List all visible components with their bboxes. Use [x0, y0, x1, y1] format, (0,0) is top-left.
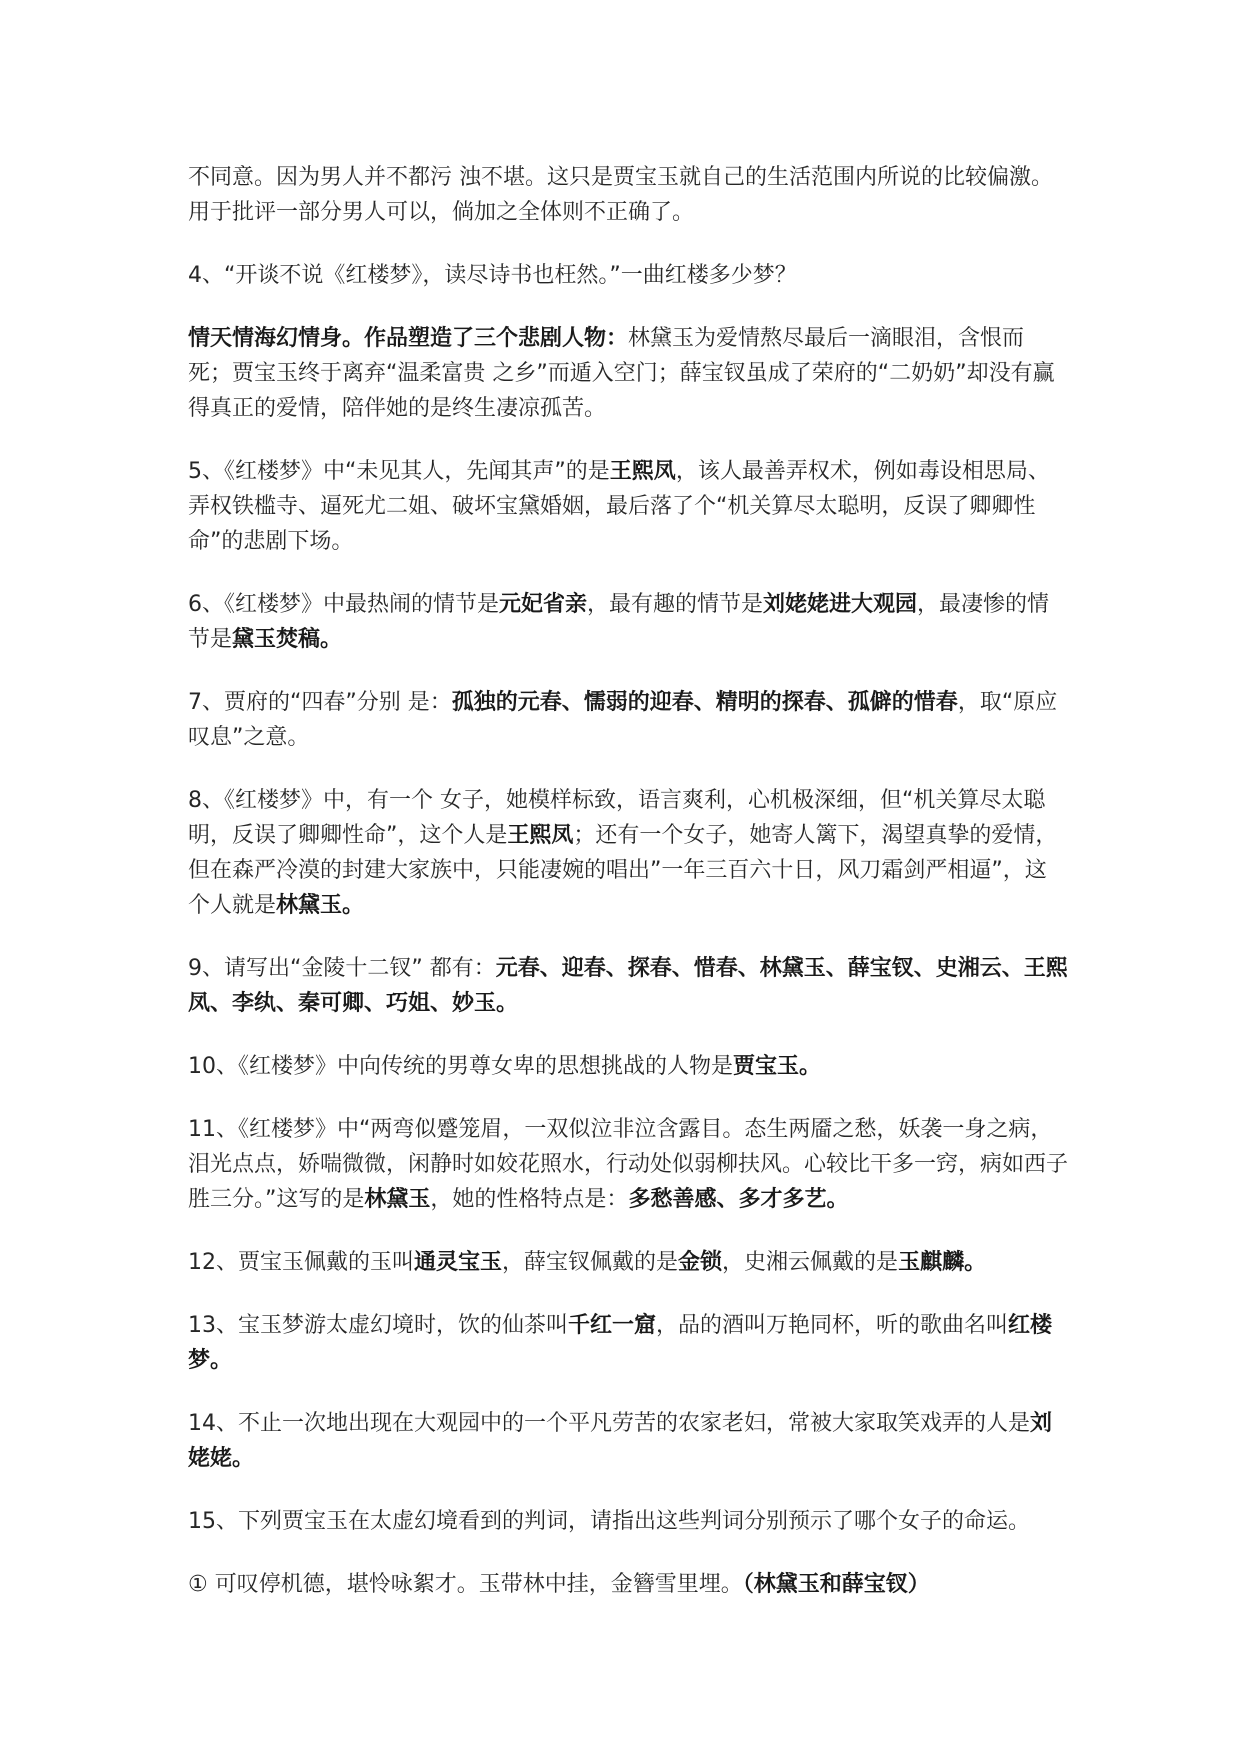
paragraph	[188, 587, 1068, 657]
bold-text-run: 林黛玉。	[276, 893, 365, 918]
text-run: ，该人最善弄权术，例如毒设相思局、弄权铁槛寺、逼死尤二姐、破坏宝黛婚姻，最后落了个“机关算尽太聪明，反误了卿卿性命”的悲剧下场。	[188, 459, 1050, 554]
text-run: 7、贾府的“四春”分别 是：	[188, 690, 452, 715]
bold-text-run: 千红一窟	[568, 1313, 657, 1338]
text-run: ，史湘云佩戴的是	[722, 1250, 899, 1275]
bold-text-run: 刘姥姥进大观园	[763, 592, 918, 617]
paragraph	[188, 951, 1068, 1021]
paragraph	[188, 258, 1068, 293]
bold-text-run: 黛玉焚稿。	[232, 627, 343, 652]
paragraph	[188, 685, 1068, 755]
text-run: 不同意。因为男人并不都污 浊不堪。这只是贾宝玉就自己的生活范围内所说的比较偏激。用于批评一部分男人可以，倘加之全体则不正确了。	[188, 165, 1053, 225]
text-run: ，品的酒叫万艳同杯，听的歌曲名叫	[656, 1313, 1009, 1338]
bold-text-run: 孤独的元春、懦弱的迎春、精明的探春、孤僻的惜春	[451, 690, 958, 715]
text-run: 林黛玉为爱情熬尽最后一滴眼泪，含恨而死；贾宝玉终于离弃“温柔富贵 之乡”而遁入空门；薛宝钗虽成了荣府的“二奶奶”却没有赢得真正的爱情，陪伴她的是终生凄凉孤苦。	[188, 326, 1055, 421]
bold-text-run: 情天情海幻情身。作品塑造了三个悲剧人物：	[188, 326, 629, 351]
bold-text-run: 通灵宝玉	[414, 1250, 503, 1275]
bold-text-run: 王熙凤	[507, 823, 574, 848]
text-run: ① 可叹停机德，堪怜咏絮才。玉带林中挂，金簪雪里埋。	[188, 1572, 743, 1597]
text-run: 11、《红楼梦》中“两弯似蹙笼眉，一双似泣非泣含露目。态生两靥之愁，妖袭一身之病，泪光点点，娇喘微微，闲静时如姣花照水，行动处似弱柳扶风。心较比干多一窍，病如西子胜三分。”这写的是	[188, 1117, 1069, 1212]
text-run: 12、贾宝玉佩戴的玉叫	[188, 1250, 414, 1275]
text-run: 8、《红楼梦》中，有一个 女子，她模样标致，语言爽利，心机极深细，但“机关算尽太聪明，反误了卿卿性命”，这个人是	[188, 788, 1046, 848]
bold-text-run: 元妃省亲	[499, 592, 588, 617]
bold-text-run: 元春、迎春、探春、惜春、林黛玉、薛宝钗、史湘云、王熙凤、李纨、秦可卿、巧姐、妙玉。	[188, 956, 1068, 1016]
paragraph	[188, 1112, 1068, 1217]
text-run: 10、《红楼梦》中向传统的男尊女卑的思想挑战的人物是	[188, 1054, 733, 1079]
bold-text-run: 玉麒麟。	[898, 1250, 987, 1275]
text-run: ；还有一个女子，她寄人篱下，渴望真挚的爱情，但在森严冷漠的封建大家族中，只能凄婉的唱出”一年三百六十日，风刀霜剑严相逼”，这个人就是	[188, 823, 1058, 918]
paragraph	[188, 454, 1068, 559]
bold-text-run: 贾宝玉。	[733, 1054, 822, 1079]
text-run: 13、宝玉梦游太虚幻境时，饮的仙茶叫	[188, 1313, 568, 1338]
bold-text-run: （林黛玉和薛宝钗）	[742, 1572, 930, 1597]
paragraph	[188, 160, 1068, 230]
paragraph	[188, 1245, 1068, 1280]
text-run: ，最凄惨的情节是	[188, 592, 1050, 652]
text-run: 5、《红楼梦》中“未见其人，先闻其声”的是	[188, 459, 610, 484]
text-run: ，最有趣的情节是	[587, 592, 764, 617]
bold-text-run: 金锁	[678, 1250, 723, 1275]
text-run: 6、《红楼梦》中最热闹的情节是	[188, 592, 499, 617]
text-run: ，她的性格特点是：	[430, 1187, 629, 1212]
text-run: 15、下列贾宝玉在太虚幻境看到的判词，请指出这些判词分别预示了哪个女子的命运。	[188, 1509, 1030, 1534]
bold-text-run: 多愁善感、多才多艺。	[628, 1187, 849, 1212]
paragraph	[188, 1504, 1068, 1539]
text-run: 9、请写出“金陵十二钗” 都有：	[188, 956, 496, 981]
paragraph	[188, 1406, 1068, 1476]
paragraph	[188, 1049, 1068, 1084]
text-run: 4、“开谈不说《红楼梦》，读尽诗书也枉然。”一曲红楼多少梦？	[188, 263, 797, 288]
paragraph	[188, 1308, 1068, 1378]
document-page	[188, 160, 1068, 1630]
paragraph	[188, 321, 1068, 426]
bold-text-run: 林黛玉	[364, 1187, 431, 1212]
text-run: 14、不止一次地出现在大观园中的一个平凡劳苦的农家老妇，常被大家取笑戏弄的人是	[188, 1411, 1030, 1436]
paragraph	[188, 783, 1068, 923]
bold-text-run: 王熙凤	[609, 459, 676, 484]
paragraph	[188, 1567, 1068, 1602]
text-run: ，薛宝钗佩戴的是	[502, 1250, 679, 1275]
bold-text-run: 刘姥姥。	[188, 1411, 1053, 1471]
bold-text-run: 红楼梦。	[188, 1313, 1053, 1373]
text-run: ，取“原应叹息”之意。	[188, 690, 1058, 750]
